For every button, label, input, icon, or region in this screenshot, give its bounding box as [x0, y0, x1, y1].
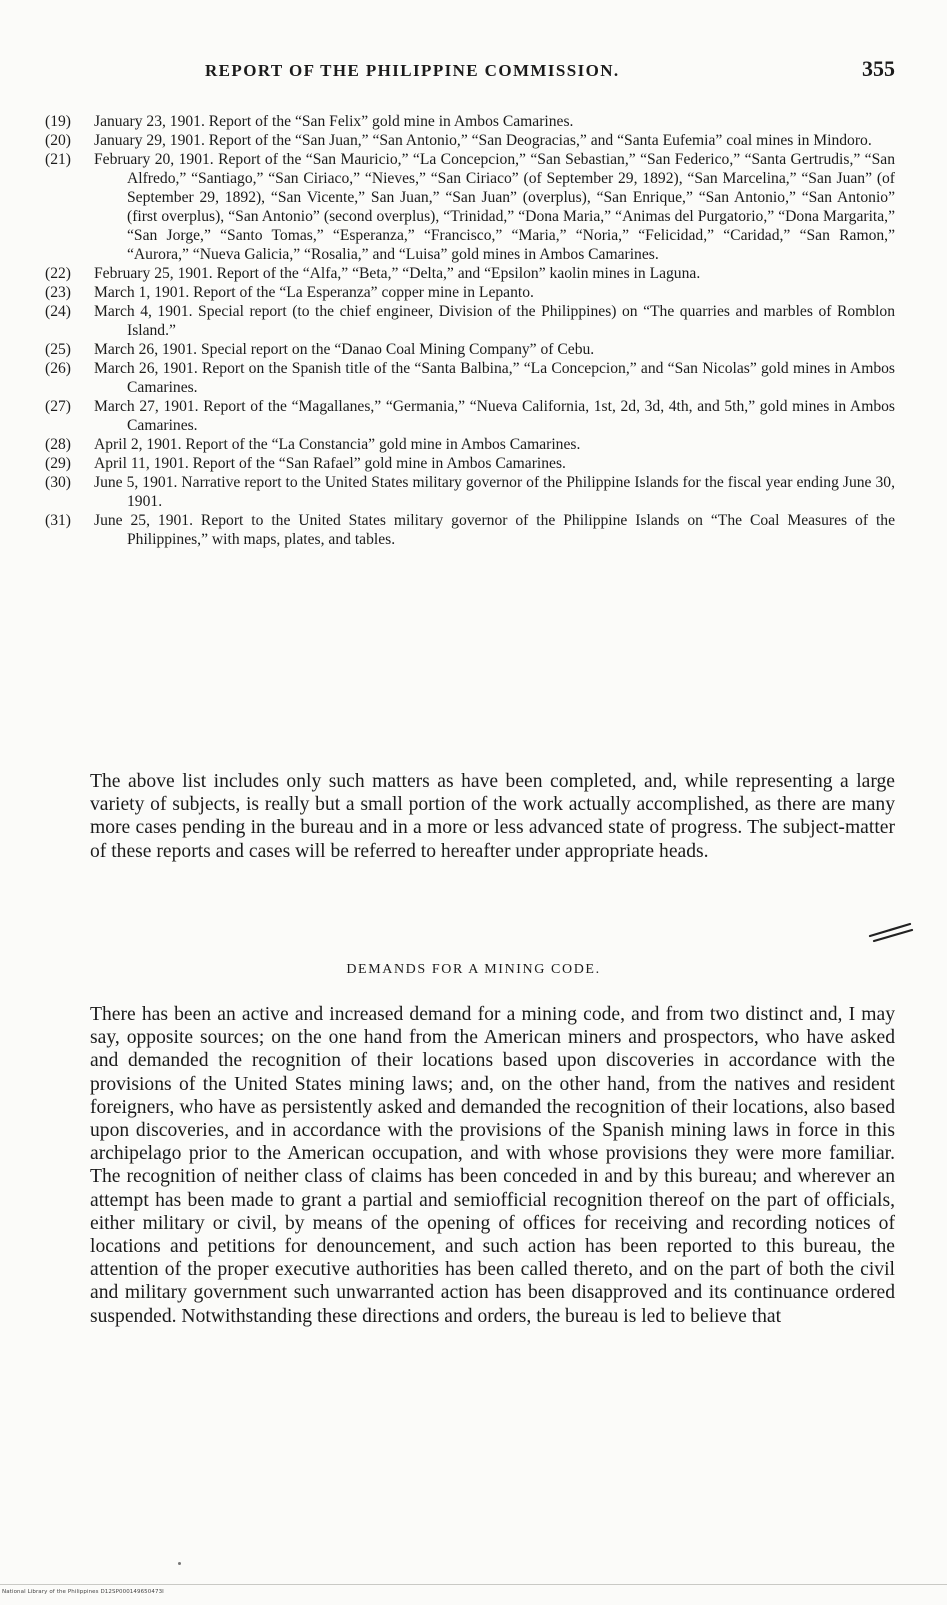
list-item-number: (24): [45, 303, 71, 320]
list-item-number: (29): [45, 455, 71, 472]
scan-footer: National Library of the Philippines D12SP000149650473I: [2, 1589, 164, 1595]
list-item-text: March 27, 1901. Report of the “Magallanes,” “Germania,” “Nueva California, 1st, 2d, 3d, 4th, and 5th,” gold mines in Ambos Camarines.: [94, 398, 895, 434]
list-item-number: (26): [45, 360, 71, 377]
list-item: [45, 131, 895, 150]
list-item-number: (20): [45, 132, 71, 149]
list-item: [45, 397, 895, 435]
list-item: [45, 283, 895, 302]
list-item-text: March 26, 1901. Report on the Spanish title of the “Santa Balbina,” “La Concepcion,” and “San Nicolas” gold mines in Ambos Camarines.: [94, 360, 895, 396]
list-item-number: (23): [45, 284, 71, 301]
list-item-text: June 5, 1901. Narrative report to the United States military governor of the Philippine Islands for the fiscal year ending June 30, 1901.: [94, 474, 895, 510]
list-item-text: January 23, 1901. Report of the “San Felix” gold mine in Ambos Camarines.: [94, 113, 574, 130]
footer-divider: [0, 1584, 947, 1585]
list-item-text: February 25, 1901. Report of the “Alfa,” “Beta,” “Delta,” and “Epsilon” kaolin mines in Laguna.: [94, 265, 701, 282]
body-paragraph: There has been an active and increased demand for a mining code, and from two distinct and, I may say, opposite sources; on the one hand from the American miners and prospectors, who have asked and demanded the recognition of their locations based upon discoveries in accordance with the provisions of the United States mining laws; and, on the other hand, from the natives and resident foreigners, who have as persistently asked and demanded the recognition of their locations, also based upon discoveries, and in accordance with the provisions of the Spanish mining laws in force in this archipelago prior to the American occupation, and with whose provisions they were more familiar. The recognition of neither class of claims has been conceded in and by this bureau; and wherever an attempt has been made to grant a partial and semiofficial recognition thereof on the part of officials, either military or civil, by means of the opening of offices for receiving and recording notices of locations and petitions for denouncement, and such action has been reported to this bureau, the attention of the proper executive authorities has been called thereto, and on the part of both the civil and military government such unwarranted action has been disapproved and its continuance ordered suspended. Notwithstanding these directions and orders, the bureau is led to believe that: [90, 1004, 895, 1327]
section-heading: DEMANDS FOR A MINING CODE.: [346, 962, 601, 977]
list-item: [45, 359, 895, 397]
list-item: [45, 302, 895, 340]
scan-speck: [178, 1562, 181, 1565]
running-head: REPORT OF THE PHILIPPINE COMMISSION.: [205, 61, 620, 80]
list-item-number: (27): [45, 398, 71, 415]
list-item-text: February 20, 1901. Report of the “San Mauricio,” “La Concepcion,” “San Sebastian,” “San Federico,” “Santa Gertrudis,” “San Alfredo,” “Santiago,” “San Ciriaco,” “Nieves,” “San Ciriaco” (of September 29, 1892), “San Marcelina,” “San Juan” (of September 29, 1892), “San Vicente,” San Juan,” “San Juan” (overplus), “San Enrique,” “San Antonio,” “San Antonio” (first overplus), “San Antonio” (second overplus), “Trinidad,” “Dona Maria,” “Animas del Purgatorio,” “Dona Margarita,” “San Jorge,” “Santo Tomas,” “Esperanza,” “Francisco,” “Maria,” “Noria,” “Felicidad,” “Caridad,” “San Ramon,” “Aurora,” “Nueva Galicia,” “Rosalia,” and “Luisa” gold mines in Ambos Camarines.: [94, 151, 895, 263]
list-item-number: (21): [45, 151, 71, 168]
page-header: [45, 58, 895, 86]
list-item: [45, 473, 895, 511]
list-item: [45, 511, 895, 549]
list-item-text: March 26, 1901. Special report on the “Danao Coal Mining Company” of Cebu.: [94, 341, 595, 358]
list-item: [45, 340, 895, 359]
list-item: [45, 435, 895, 454]
page-number: 355: [862, 56, 895, 81]
list-item: [45, 264, 895, 283]
list-item: [45, 150, 895, 264]
summary-paragraph: The above list includes only such matters as have been completed, and, while representing a large variety of subjects, is really but a small portion of the work actually accomplished, as there are many more cases pending in the bureau and in a more or less advanced state of progress. The subject-matter of these reports and cases will be referred to hereafter under appropriate heads.: [90, 771, 895, 862]
list-item-text: March 1, 1901. Report of the “La Esperanza” copper mine in Lepanto.: [94, 284, 534, 301]
list-item-number: (19): [45, 113, 71, 130]
list-item-number: (31): [45, 512, 71, 529]
report-list: [45, 112, 895, 549]
list-item-number: (22): [45, 265, 71, 282]
list-item-text: March 4, 1901. Special report (to the chief engineer, Division of the Philippines) on “The quarries and marbles of Romblon Island.”: [94, 303, 895, 339]
list-item-number: (28): [45, 436, 71, 453]
pencil-mark-icon: [866, 918, 916, 944]
list-item-text: April 2, 1901. Report of the “La Constancia” gold mine in Ambos Camarines.: [94, 436, 581, 453]
list-item-text: April 11, 1901. Report of the “San Rafael” gold mine in Ambos Camarines.: [94, 455, 566, 472]
list-item-number: (30): [45, 474, 71, 491]
list-item-text: January 29, 1901. Report of the “San Juan,” “San Antonio,” “San Deogracias,” and “Santa Eufemia” coal mines in Mindoro.: [94, 132, 872, 149]
list-item-text: June 25, 1901. Report to the United States military governor of the Philippine Islands on “The Coal Measures of the Philippines,” with maps, plates, and tables.: [94, 512, 895, 548]
list-item-number: (25): [45, 341, 71, 358]
list-item: [45, 112, 895, 131]
list-item: [45, 454, 895, 473]
